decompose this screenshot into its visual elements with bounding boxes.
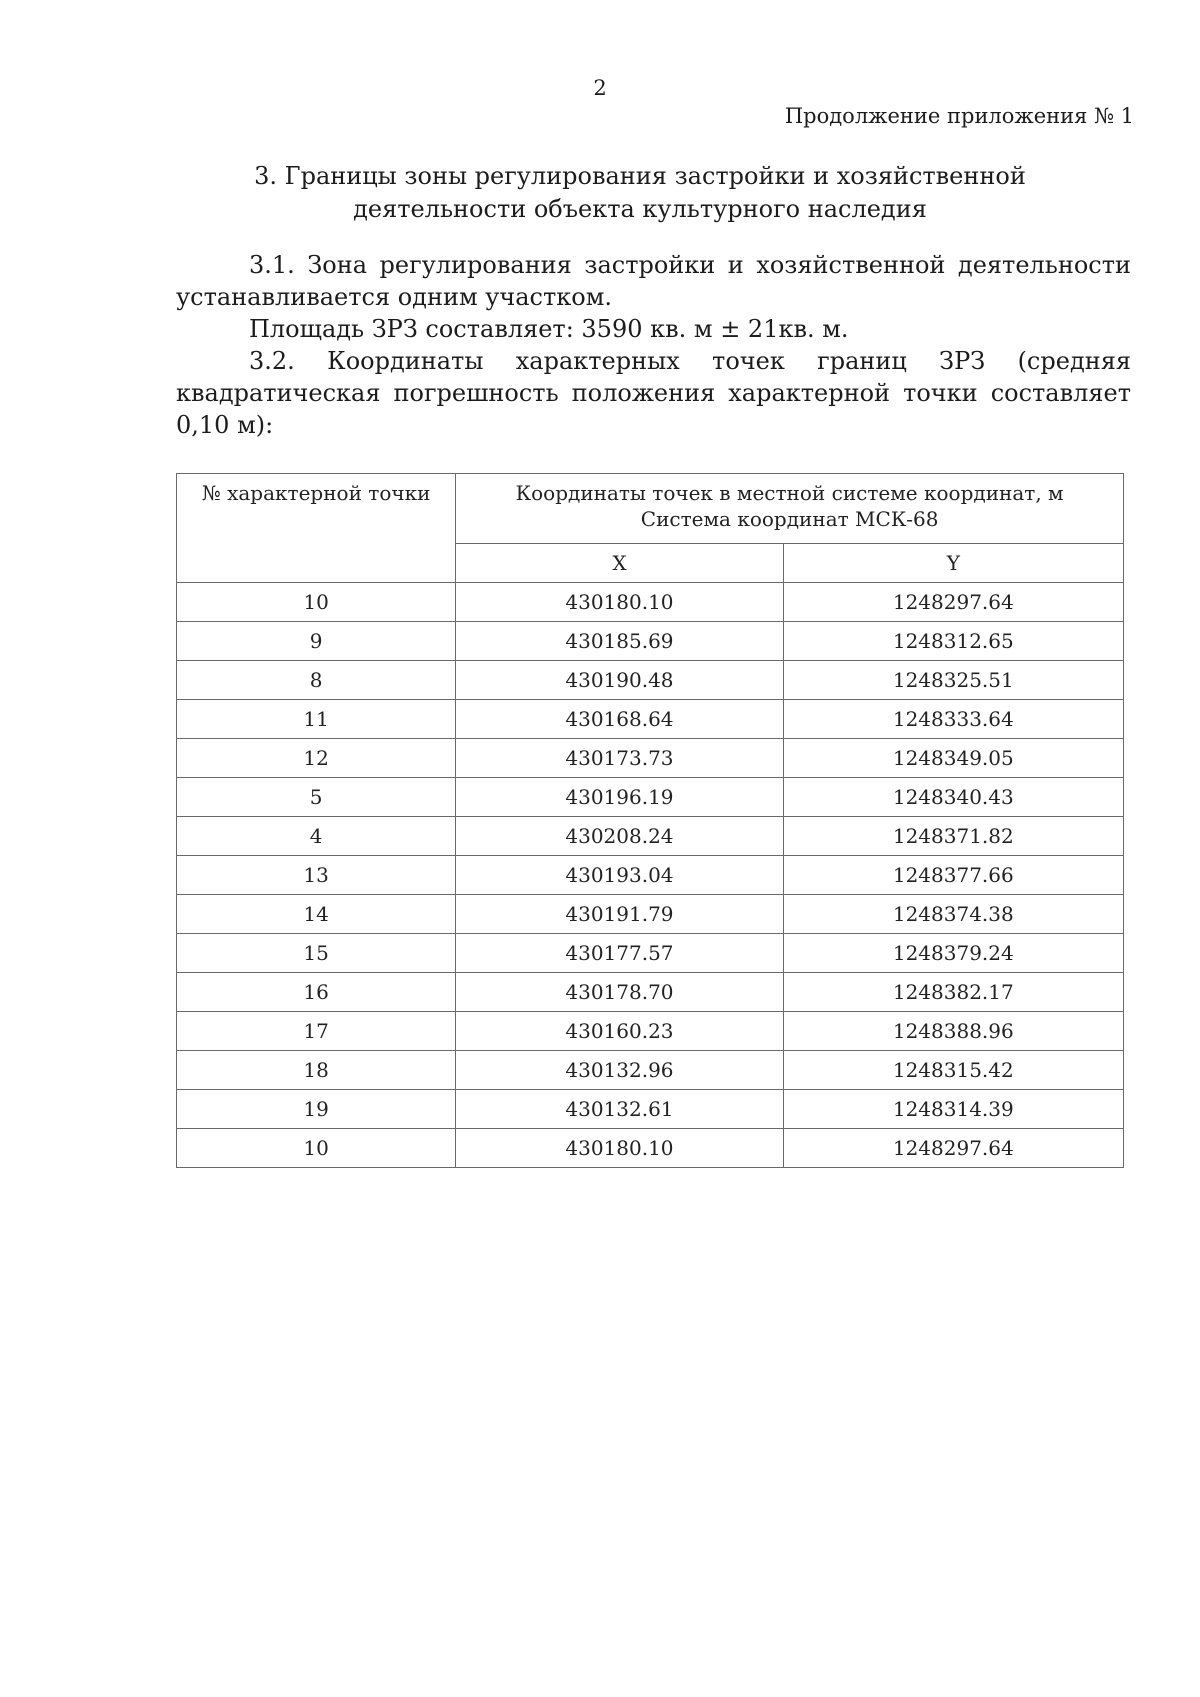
table-row [177,778,1124,817]
x-coordinate-cell: 430177.57 [456,934,783,973]
table-row [177,817,1124,856]
coordinates-header [456,474,1124,544]
x-coordinate-cell: 430190.48 [456,661,783,700]
section-title-line-2: деятельности объекта культурного наследия [353,195,927,223]
table-row [177,856,1124,895]
table-row [177,1012,1124,1051]
y-coordinate-cell: 1248325.51 [783,661,1123,700]
x-coordinate-cell: 430191.79 [456,895,783,934]
x-coordinate-cell: 430196.19 [456,778,783,817]
coordinates-header-line-2: Система координат МСК-68 [640,507,939,531]
x-coordinate-cell: 430180.10 [456,1129,783,1168]
table-row [177,973,1124,1012]
y-coordinate-cell: 1248371.82 [783,817,1123,856]
y-coordinate-cell: 1248379.24 [783,934,1123,973]
table-row [177,895,1124,934]
section-title [200,160,1080,226]
y-coordinate-cell: 1248297.64 [783,1129,1123,1168]
y-coordinate-cell: 1248297.64 [783,583,1123,622]
x-coordinate-cell: 430132.61 [456,1090,783,1129]
y-coordinate-cell: 1248374.38 [783,895,1123,934]
x-coordinate-cell: 430193.04 [456,856,783,895]
point-number-cell: 13 [177,856,456,895]
table-row [177,661,1124,700]
table-row [177,1051,1124,1090]
point-number-header: № характерной точки [177,474,456,583]
table-row [177,1090,1124,1129]
point-number-cell: 10 [177,1129,456,1168]
page-number: 2 [593,76,607,100]
point-number-cell: 10 [177,583,456,622]
point-number-cell: 14 [177,895,456,934]
point-number-cell: 5 [177,778,456,817]
paragraph-zone-description: 3.1. Зона регулирования застройки и хозяйственной деятельности устанавливается одним участком. [176,251,1131,311]
point-number-cell: 4 [177,817,456,856]
y-coordinate-cell: 1248388.96 [783,1012,1123,1051]
table-row [177,1129,1124,1168]
y-coordinate-cell: 1248312.65 [783,622,1123,661]
y-coordinate-cell: 1248333.64 [783,700,1123,739]
coordinates-header-line-1: Координаты точек в местной системе координат, м [515,481,1064,505]
coordinates-table [176,473,1124,1168]
y-coordinate-cell: 1248315.42 [783,1051,1123,1090]
coordinates-table-body [177,583,1124,1168]
point-number-cell: 19 [177,1090,456,1129]
x-coordinate-cell: 430173.73 [456,739,783,778]
table-row [177,934,1124,973]
x-coordinate-cell: 430180.10 [456,583,783,622]
table-row [177,622,1124,661]
x-column-header: X [456,544,783,583]
point-number-cell: 12 [177,739,456,778]
point-number-cell: 9 [177,622,456,661]
x-coordinate-cell: 430160.23 [456,1012,783,1051]
paragraph-coordinates-intro: 3.2. Координаты характерных точек границ ЗРЗ (средняя квадратическая погрешность положения характерной точки составляет 0,10 м): [176,347,1131,439]
point-number-cell: 15 [177,934,456,973]
y-coordinate-cell: 1248314.39 [783,1090,1123,1129]
y-column-header: Y [783,544,1123,583]
point-number-cell: 18 [177,1051,456,1090]
table-row [177,739,1124,778]
x-coordinate-cell: 430168.64 [456,700,783,739]
x-coordinate-cell: 430178.70 [456,973,783,1012]
point-number-cell: 11 [177,700,456,739]
point-number-cell: 8 [177,661,456,700]
x-coordinate-cell: 430208.24 [456,817,783,856]
table-row [177,700,1124,739]
table-row [177,583,1124,622]
y-coordinate-cell: 1248340.43 [783,778,1123,817]
y-coordinate-cell: 1248382.17 [783,973,1123,1012]
appendix-continuation-label: Продолжение приложения № 1 [784,104,1134,128]
y-coordinate-cell: 1248377.66 [783,856,1123,895]
x-coordinate-cell: 430132.96 [456,1051,783,1090]
y-coordinate-cell: 1248349.05 [783,739,1123,778]
section-title-line-1: 3. Границы зоны регулирования застройки и хозяйственной [254,162,1026,190]
point-number-cell: 17 [177,1012,456,1051]
point-number-cell: 16 [177,973,456,1012]
paragraph-zone-area: Площадь ЗРЗ составляет: 3590 кв. м ± 21кв. м. [249,315,849,343]
x-coordinate-cell: 430185.69 [456,622,783,661]
